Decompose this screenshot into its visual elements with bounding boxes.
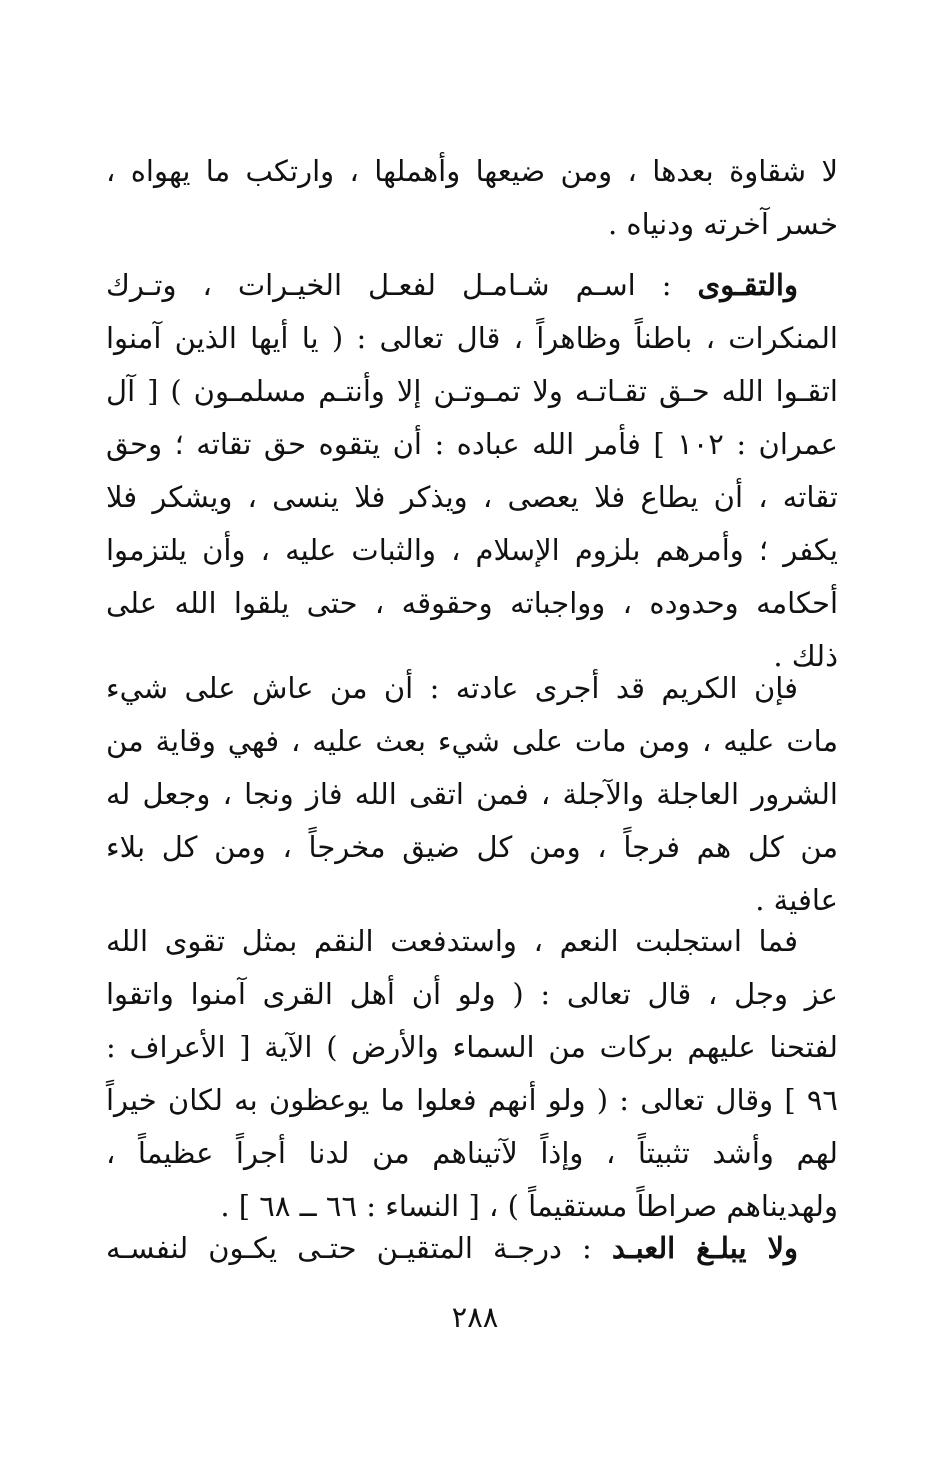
paragraph-line bbox=[106, 259, 838, 312]
paragraph-4 bbox=[106, 915, 838, 1233]
page-number: ٢٨٨ bbox=[451, 1300, 499, 1334]
paragraph-line: ٩٦ ] وقال تعالى : ( ولو أنهم فعلوا ما يوعظون به لكان خيراً bbox=[106, 1083, 838, 1117]
paragraph-line: فإن الكريم قد أجرى عادته : أن من عاش على شيء bbox=[106, 671, 798, 705]
paragraph-line bbox=[106, 1222, 838, 1275]
paragraph-line: ولهديناهم صراطاً مستقيماً ) ، [ النساء : ٦٦ ــ ٦٨ ] . bbox=[220, 1189, 838, 1223]
paragraph-line: اتقـوا الله حـق تقـاتـه ولا تمـوتـن إلا وأنتـم مسلمـون ) [ آل bbox=[106, 374, 838, 408]
paragraph-line: عز وجل ، قال تعالى : ( ولو أن أهل القرى آمنوا واتقوا bbox=[106, 977, 838, 1011]
paragraph-line: من كل هم فرجاً ، ومن كل ضيق مخرجاً ، ومن كل بلاء bbox=[106, 830, 838, 864]
paragraph-line: ذلك . bbox=[773, 639, 838, 673]
paragraph-line: تقاته ، أن يطاع فلا يعصى ، ويذكر فلا ينسى ، ويشكر فلا bbox=[106, 480, 838, 514]
paragraph-lead-term: والتقـوى bbox=[697, 268, 798, 302]
paragraph-line: يكفر ؛ وأمرهم بلزوم الإسلام ، والثبات عليه ، وأن يلتزموا bbox=[106, 533, 838, 567]
paragraph-line: لهم وأشد تثبيتاً ، وإذاً لآتيناهم من لدنا أجراً عظيماً ، bbox=[106, 1136, 838, 1170]
paragraph-lead-term: ولا يبلـغ العبـد bbox=[611, 1231, 799, 1265]
paragraph-2 bbox=[106, 259, 838, 683]
paragraph-line: الشرور العاجلة والآجلة ، فمن اتقى الله فاز ونجا ، وجعل له bbox=[106, 777, 838, 811]
paragraph-line-rest: : اسـم شـامـل لفعـل الخيـرات ، وتـرك bbox=[106, 268, 698, 302]
paragraph-line: خسر آخرته ودنياه . bbox=[607, 207, 838, 241]
paragraph-1 bbox=[106, 145, 838, 251]
paragraph-3 bbox=[106, 662, 838, 927]
paragraph-line: لفتحنا عليهم بركات من السماء والأرض ) الآية [ الأعراف : bbox=[106, 1030, 838, 1064]
paragraph-line: عافية . bbox=[755, 883, 838, 917]
paragraph-line: المنكرات ، باطناً وظاهراً ، قال تعالى : ( يا أيها الذين آمنوا bbox=[106, 321, 838, 355]
paragraph-5 bbox=[106, 1222, 838, 1275]
paragraph-line-rest: : درجـة المتقيـن حتـى يكـون لنفسـه bbox=[106, 1231, 612, 1265]
paragraph-line: لا شقاوة بعدها ، ومن ضيعها وأهملها ، وارتكب ما يهواه ، bbox=[106, 154, 838, 188]
paragraph-line: فما استجلبت النعم ، واستدفعت النقم بمثل تقوى الله bbox=[106, 924, 798, 958]
paragraph-line: عمران : ١٠٢ ] فأمر الله عباده : أن يتقوه حق تقاته ؛ وحق bbox=[106, 427, 838, 461]
paragraph-line: أحكامه وحدوده ، وواجباته وحقوقه ، حتى يلقوا الله على bbox=[106, 586, 838, 620]
paragraph-line: مات عليه ، ومن مات على شيء بعث عليه ، فهي وقاية من bbox=[106, 724, 838, 758]
